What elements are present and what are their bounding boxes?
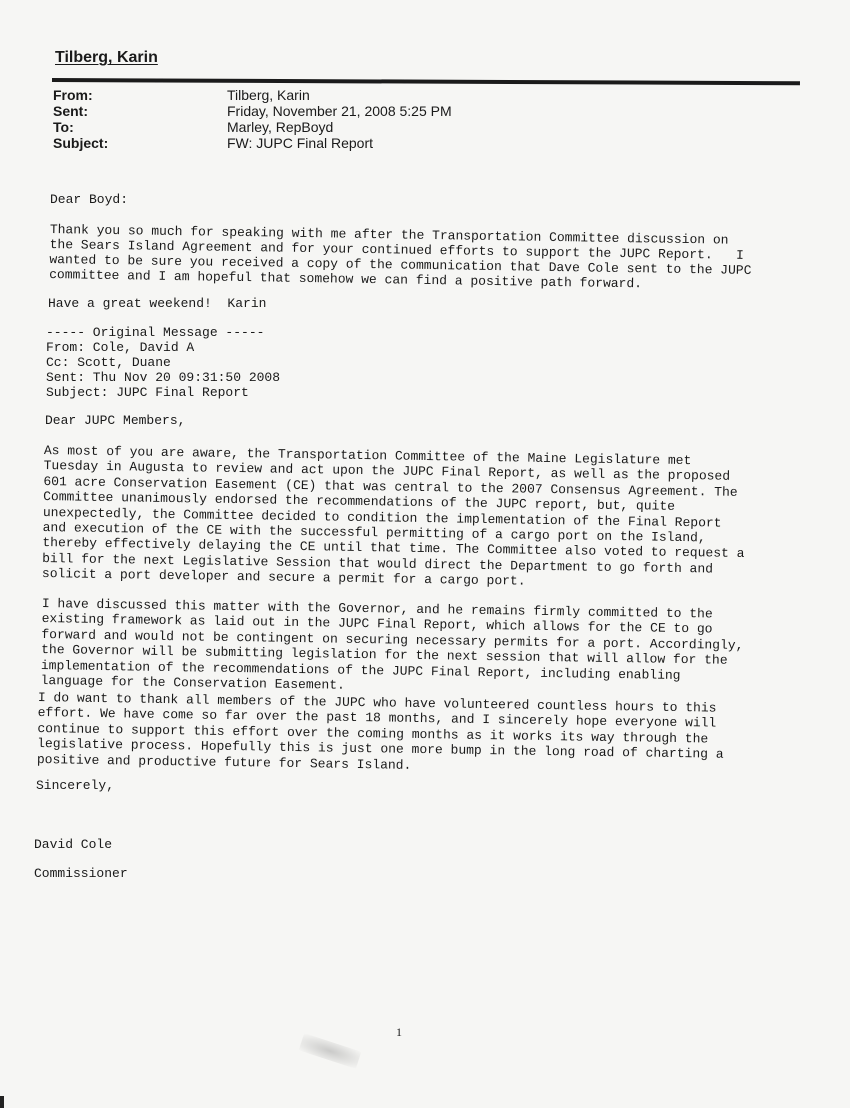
scan-smudge bbox=[299, 1033, 362, 1069]
header-row-sent bbox=[53, 103, 452, 119]
to-label: To: bbox=[53, 119, 74, 135]
original-paragraph-2: I have discussed this matter with the Governor, and he remains firmly committed to the existing framework as laid out in the JUPC Final Report, which allows for the CE to go forward and would not be contingent on securing necessary permits for a port. Accordingly, the Governor will be submitting legislation for the next session that will allow for the implementation of the recommendations of the JUPC Final Report, including enabling language for the Conservation Easement. bbox=[40, 596, 744, 693]
to-value: Marley, RepBoyd bbox=[227, 119, 334, 135]
original-paragraph-3: I do want to thank all members of the JUPC who have volunteered countless hours to this effort. We have come so far over the past 18 months, and I sincerely hope everyone will continue to support this effort over the coming months as it works its way through the legislative process. Hopefully this is just one more bump in the long road of charting a positive and productive future for Sears Island. bbox=[36, 690, 724, 773]
from-value: Tilberg, Karin bbox=[227, 87, 310, 103]
header-row-from bbox=[53, 87, 452, 103]
original-subject: Subject: JUPC Final Report bbox=[46, 385, 249, 400]
header-row-subject bbox=[53, 135, 452, 151]
header-divider bbox=[52, 78, 800, 85]
signature-title: Commissioner bbox=[34, 866, 128, 881]
original-paragraph-1: As most of you are aware, the Transportation Committee of the Maine Legislature met Tuesday in Augusta to review and act upon the JUPC Final Report, as well as the proposed 601 acre Conservation Easement (CE) that was central to the 2007 Consensus Agreement. The Committee unanimously endorsed the recommendations of the JUPC report, but, quite unexpectedly, the Committee decided to condition the implementation of the Final Report and execution of the CE with the successful permitting of a cargo port on the Island, thereby effectively delaying the CE until that time. The Committee also voted to request a bill for the next Legislative Session that would direct the Department to go forth and solicit a port developer and secure a permit for a cargo port. bbox=[41, 443, 745, 589]
original-cc: Cc: Scott, Duane bbox=[46, 355, 171, 370]
subject-value: FW: JUPC Final Report bbox=[227, 135, 373, 151]
page-number: 1 bbox=[396, 1025, 402, 1039]
sent-value: Friday, November 21, 2008 5:25 PM bbox=[227, 103, 452, 119]
cover-body: Thank you so much for speaking with me after the Transportation Committee discussion on the Sears Island Agreement and for your continued efforts to support the JUPC Report. I wanted to be sure you received a copy of the communication that Dave Cole sent to the JUPC committee and I am hopeful that somehow we can find a positive path forward. bbox=[49, 222, 752, 292]
header-row-to bbox=[53, 119, 452, 135]
original-message-header bbox=[46, 325, 280, 400]
email-header-block bbox=[53, 87, 452, 151]
original-sent: Sent: Thu Nov 20 09:31:50 2008 bbox=[46, 370, 281, 385]
subject-label: Subject: bbox=[53, 135, 109, 151]
original-divider: ----- Original Message ----- bbox=[46, 325, 265, 340]
cover-closing: Have a great weekend! Karin bbox=[48, 296, 267, 311]
valediction: Sincerely, bbox=[36, 778, 115, 793]
original-from: From: Cole, David A bbox=[46, 340, 195, 355]
signature-name: David Cole bbox=[34, 837, 113, 852]
sender-name-heading: Tilberg, Karin bbox=[55, 49, 158, 66]
cover-greeting: Dear Boyd: bbox=[50, 192, 129, 207]
sent-label: Sent: bbox=[53, 103, 88, 119]
original-salutation: Dear JUPC Members, bbox=[45, 413, 186, 428]
from-label: From: bbox=[53, 87, 93, 103]
scan-edge-mark bbox=[0, 1096, 4, 1108]
